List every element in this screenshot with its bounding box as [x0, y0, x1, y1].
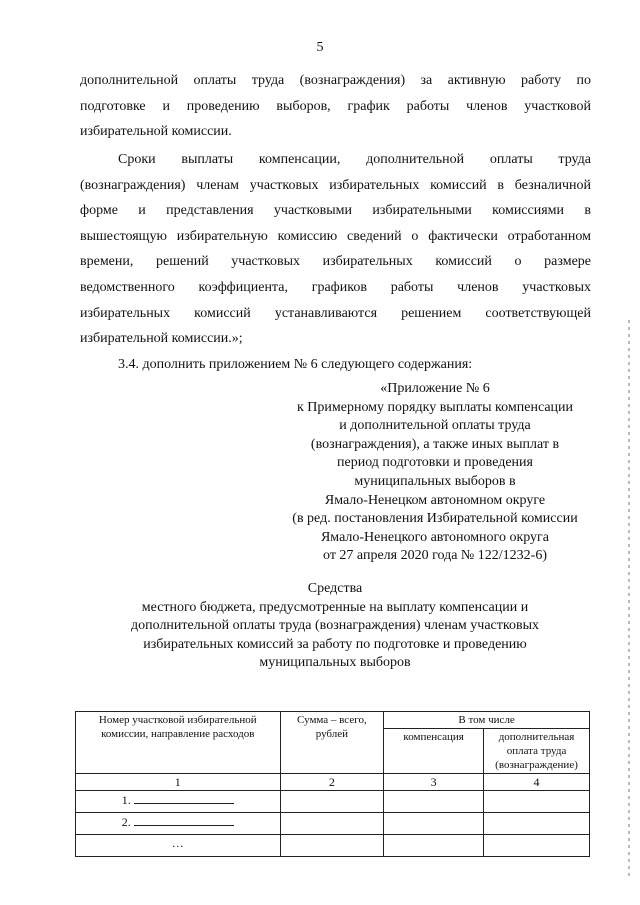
text-line: избирательной комиссии. — [80, 124, 232, 140]
column-number: 4 — [484, 774, 590, 791]
table-row — [76, 835, 590, 857]
appendix-line: «Приложение № 6 — [380, 381, 490, 396]
row-label — [76, 813, 281, 835]
appendix-line: период подготовки и проведения — [337, 455, 533, 471]
appendix-line: и дополнительной оплаты труда — [339, 418, 531, 434]
column-number: 1 — [76, 774, 281, 791]
empty-cell — [484, 835, 590, 857]
table-header-row — [76, 712, 590, 729]
item-3-4 — [80, 352, 591, 378]
appendix-line: (в ред. постановления Избирательной комиссии — [292, 511, 578, 527]
empty-cell — [280, 835, 384, 857]
text-line: вышестоящую избирательную комиссию сведений о фактически отработанном — [80, 228, 591, 244]
empty-cell — [484, 791, 590, 813]
empty-cell — [384, 813, 484, 835]
appendix-line: муниципальных выборов в — [354, 473, 516, 489]
appendix-line: (вознаграждения), а также иных выплат в — [310, 436, 560, 452]
empty-cell — [484, 813, 590, 835]
table-row — [76, 791, 590, 813]
text-line: 3.4. дополнить приложением № 6 следующего содержания: — [118, 357, 473, 372]
text-line: (вознаграждения) членам участковых избирательных комиссий в безналичной — [80, 177, 591, 193]
title-line: местного бюджета, предусмотренные на выплату компенсации и — [141, 599, 529, 615]
text-line: избирательных комиссий устанавливаются решением соответствующей — [80, 305, 591, 321]
appendix-line: от 27 апреля 2020 года № 122/1232-6) — [323, 548, 547, 564]
fill-in-line — [134, 792, 234, 804]
text-line: подготовке и проведению выборов, график работы членов участковой — [80, 98, 591, 114]
scan-edge-mark — [628, 320, 630, 880]
row-label — [76, 791, 281, 813]
header-including: В том числе — [384, 712, 590, 729]
fill-in-line — [134, 814, 234, 826]
column-number: 3 — [384, 774, 484, 791]
header-additional-pay: дополнительная оплата труда (вознаграждение) — [484, 729, 590, 774]
appendix-line: Ямало-Ненецком автономном округе — [324, 492, 546, 508]
text-line: ведомственного коэффициента, графиков работы членов участковых — [80, 279, 591, 295]
document-title — [90, 580, 580, 673]
row-number: 2. — [121, 815, 131, 829]
text-line: форме и представления участковыми избирательными комиссиями в — [80, 203, 591, 219]
text-line: времени, решений участковых избирательных комиссий о размере — [80, 254, 591, 270]
column-number: 2 — [280, 774, 384, 791]
header-compensation: компенсация — [384, 729, 484, 774]
empty-cell — [280, 791, 384, 813]
header-total-sum: Сумма – всего, рублей — [280, 712, 384, 774]
header-commission: Номер участковой избирательной комиссии, направление расходов — [76, 712, 281, 774]
row-ellipsis: … — [171, 836, 184, 850]
text-line: избирательной комиссии.»; — [80, 331, 243, 347]
title-line: Средства — [307, 581, 363, 596]
title-line: муниципальных выборов — [259, 655, 411, 671]
appendix-line: Ямало-Ненецкого автономного округа — [320, 529, 550, 545]
appendix-header — [262, 380, 608, 566]
row-number: 1. — [121, 793, 131, 807]
paragraph-deadlines — [80, 147, 591, 352]
text-line: Сроки выплаты компенсации, дополнительной оплаты труда — [118, 152, 591, 167]
appendix-line: к Примерному порядку выплаты компенсации — [296, 399, 574, 415]
paragraph-continuation — [80, 68, 591, 145]
budget-table — [75, 711, 590, 857]
table-row — [76, 813, 590, 835]
empty-cell — [280, 813, 384, 835]
empty-cell — [384, 791, 484, 813]
title-line: избирательных комиссий за работу по подготовке и проведению — [143, 636, 527, 652]
page-number: 5 — [316, 40, 324, 55]
title-line: дополнительной оплаты труда (вознаграждения) членам участковых — [131, 618, 539, 634]
row-label — [76, 835, 281, 857]
column-numbers-row — [76, 774, 590, 791]
text-line: дополнительной оплаты труда (вознаграждения) за активную работу по — [80, 73, 591, 88]
empty-cell — [384, 835, 484, 857]
